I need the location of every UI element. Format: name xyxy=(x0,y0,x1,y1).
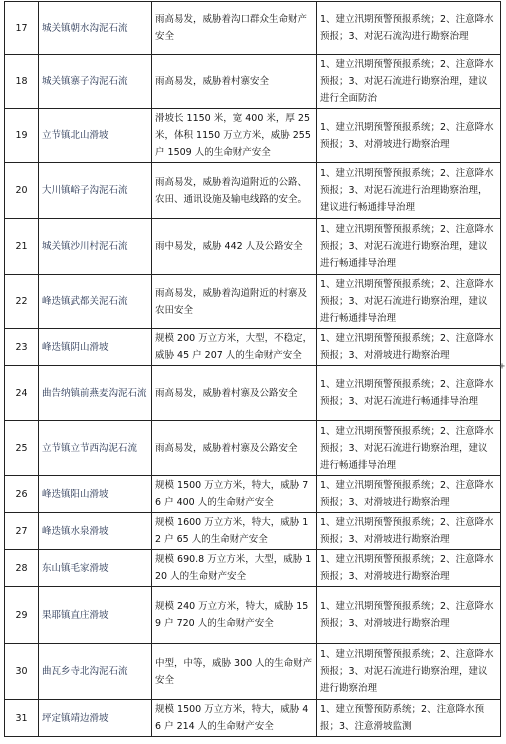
hazard-site-name: 大川镇峪子沟泥石流 xyxy=(39,163,152,219)
hazard-risk-description: 规模 1600 万立方米，特大，威胁 12 户 65 人的生命财产安全 xyxy=(152,513,317,550)
prevention-measures: 1、建立汛期预警预报系统；2、注意降水预报；3、对泥石流进行勘察治理，建议进行畅通排导治理 xyxy=(317,219,501,275)
row-number: 24 xyxy=(5,366,39,421)
row-number: 26 xyxy=(5,476,39,513)
hazard-risk-description: 规模 200 万立方米，大型，不稳定，威胁 45 户 207 人的生命财产安全 xyxy=(152,329,317,366)
table-row xyxy=(5,421,501,476)
table-row xyxy=(5,2,501,55)
prevention-measures: 1、建立汛期预警预报系统；2、注意降水预报；3、对滑坡进行勘察治理 xyxy=(317,587,501,644)
prevention-measures: 1、建立汛期预警预报系统；2、注意降水预报；3、对滑坡进行勘察治理 xyxy=(317,550,501,587)
table-row xyxy=(5,644,501,700)
hazard-risk-description: 雨高易发，威胁着沟口群众生命财产安全 xyxy=(152,2,317,55)
row-number: 29 xyxy=(5,587,39,644)
hazard-risk-description: 雨高易发，威胁着沟道附近的村寨及农田安全 xyxy=(152,275,317,329)
table-row xyxy=(5,366,501,421)
row-number: 23 xyxy=(5,329,39,366)
hazard-risk-description: 滑坡长 1150 米，宽 400 米，厚 25 米，体积 1150 万立方米，威胁 255 户 1509 人的生命财产安全 xyxy=(152,109,317,163)
hazard-risk-description: 雨中易发，威胁 442 人及公路安全 xyxy=(152,219,317,275)
prevention-measures: 1、建立汛期预警预报系统；2、注意降水预报；3、对泥石流进行勘察治理，建议进行勘察治理 xyxy=(317,644,501,700)
row-number: 19 xyxy=(5,109,39,163)
table-row xyxy=(5,275,501,329)
hazard-table-body xyxy=(5,2,501,737)
row-number: 25 xyxy=(5,421,39,476)
prevention-measures: 1、建立汛期预警预报系统；2、注意降水预报；3、对泥石流进行勘察治理，建议进行全面防治 xyxy=(317,55,501,109)
hazard-site-name: 曲告纳镇前燕麦沟泥石流 xyxy=(39,366,152,421)
hazard-site-name: 城关镇沙川村泥石流 xyxy=(39,219,152,275)
hazard-site-name: 坪定镇靖边滑坡 xyxy=(39,700,152,737)
row-number: 17 xyxy=(5,2,39,55)
prevention-measures: 1、建立汛期预警预报系统；2、注意降水预报；3、对滑坡进行勘察治理 xyxy=(317,513,501,550)
hazard-risk-description: 规模 240 万立方米，特大，威胁 159 户 720 人的生命财产安全 xyxy=(152,587,317,644)
hazard-risk-description: 雨高易发，威胁着村寨及公路安全 xyxy=(152,366,317,421)
prevention-measures: 1、建立汛期预警预报系统；2、注意降水预报；3、对泥石流进行勘察治理，建议进行畅通排导治理 xyxy=(317,275,501,329)
row-number: 20 xyxy=(5,163,39,219)
row-number: 21 xyxy=(5,219,39,275)
row-number: 22 xyxy=(5,275,39,329)
hazard-site-name: 城关镇朝水沟泥石流 xyxy=(39,2,152,55)
row-number: 18 xyxy=(5,55,39,109)
prevention-measures: 1、建立汛期预警预报系统；2、注意降水预报；3、对泥石流沟进行勘察治理 xyxy=(317,2,501,55)
hazard-risk-description: 规模 690.8 万立方米，大型，威胁 120 人的生命财产安全 xyxy=(152,550,317,587)
hazard-site-name: 峰迭镇阳山滑坡 xyxy=(39,476,152,513)
prevention-measures: 1、建立预警预防系统；2、注意降水预报；3、注意滑坡监测 xyxy=(317,700,501,737)
hazard-site-name: 果耶镇直庄滑坡 xyxy=(39,587,152,644)
row-number: 31 xyxy=(5,700,39,737)
table-row xyxy=(5,219,501,275)
hazard-site-name: 立节镇北山滑坡 xyxy=(39,109,152,163)
table-row xyxy=(5,329,501,366)
hazard-table xyxy=(4,1,501,737)
hazard-site-name: 东山镇毛家滑坡 xyxy=(39,550,152,587)
table-row xyxy=(5,55,501,109)
prevention-measures: 1、建立汛期预警预报系统；2、注意降水预报；3、对滑坡进行勘察治理 xyxy=(317,329,501,366)
hazard-risk-description: 雨高易发，威胁着沟道附近的公路、农田、通讯设施及输电线路的安全。 xyxy=(152,163,317,219)
prevention-measures: 1、建立汛期预警预报系统；2、注意降水预报；3、对泥石流进行畅通排导治理 xyxy=(317,366,501,421)
table-row xyxy=(5,163,501,219)
hazard-site-name: 峰迭镇水泉滑坡 xyxy=(39,513,152,550)
table-row xyxy=(5,109,501,163)
table-row xyxy=(5,476,501,513)
page-edge-marker: + xyxy=(499,361,506,372)
table-row xyxy=(5,550,501,587)
row-number: 30 xyxy=(5,644,39,700)
hazard-site-name: 峰迭镇阴山滑坡 xyxy=(39,329,152,366)
hazard-site-name: 峰迭镇武都关泥石流 xyxy=(39,275,152,329)
table-row xyxy=(5,513,501,550)
hazard-risk-description: 中型，中等，威胁 300 人的生命财产安全 xyxy=(152,644,317,700)
hazard-risk-description: 雨高易发，威胁着村寨安全 xyxy=(152,55,317,109)
hazard-site-name: 立节镇立节西沟泥石流 xyxy=(39,421,152,476)
table-row xyxy=(5,700,501,737)
hazard-risk-description: 规模 1500 万立方米，特大，威胁 76 户 400 人的生命财产安全 xyxy=(152,476,317,513)
prevention-measures: 1、建立汛期预警预报系统；2、注意降水预报；3、对泥石流进行治理勘察治理，建议进行畅通排导治理 xyxy=(317,163,501,219)
table-row xyxy=(5,587,501,644)
prevention-measures: 1、建立汛期预警预报系统；2、注意降水预报；3、对滑坡进行勘察治理 xyxy=(317,476,501,513)
row-number: 28 xyxy=(5,550,39,587)
prevention-measures: 1、建立汛期预警预报系统；2、注意降水预报；3、对泥石流进行勘察治理，建议进行畅通排导治理 xyxy=(317,421,501,476)
hazard-risk-description: 规模 1500 万立方米，特大，威胁 46 户 214 人的生命财产安全 xyxy=(152,700,317,737)
hazard-risk-description: 雨高易发，威胁着村寨及公路安全 xyxy=(152,421,317,476)
hazard-site-name: 城关镇寨子沟泥石流 xyxy=(39,55,152,109)
hazard-site-name: 曲瓦乡寺北沟泥石流 xyxy=(39,644,152,700)
prevention-measures: 1、建立汛期预警预报系统；2、注意降水预报；3、对滑坡进行勘察治理 xyxy=(317,109,501,163)
row-number: 27 xyxy=(5,513,39,550)
